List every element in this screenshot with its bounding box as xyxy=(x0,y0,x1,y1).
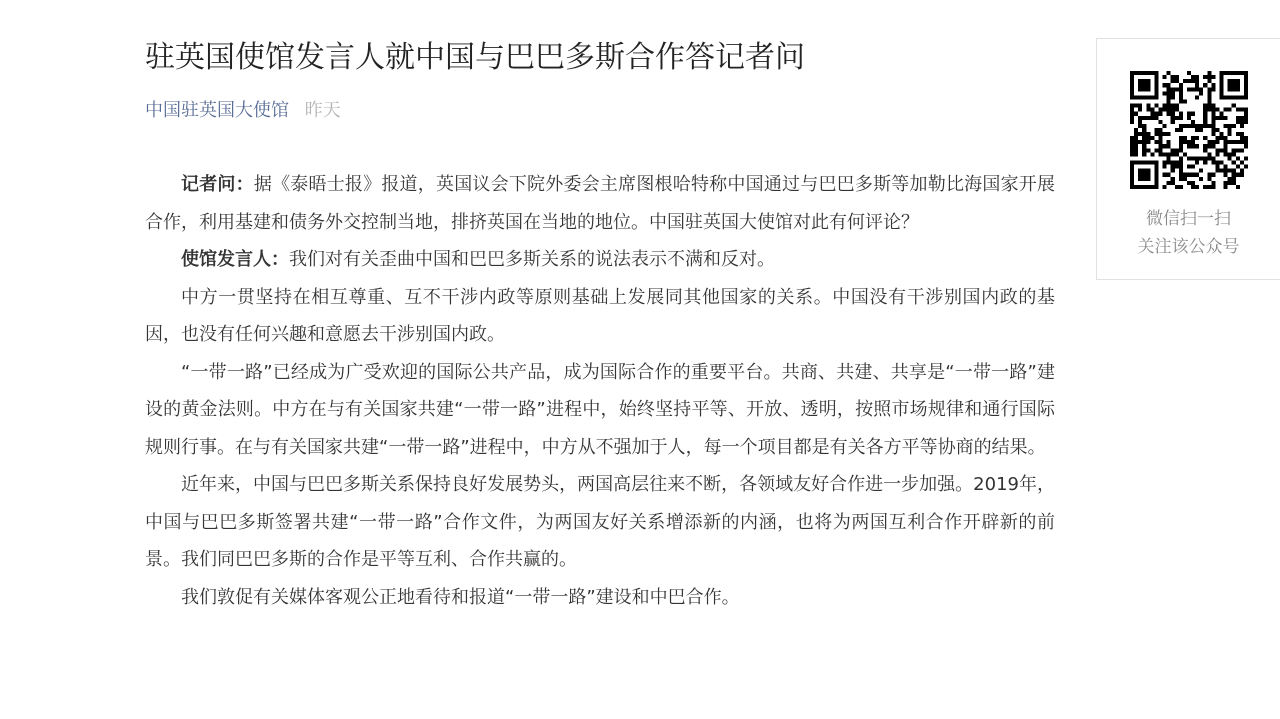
qr-caption-line1: 微信扫一扫 xyxy=(1146,209,1231,229)
paragraph-text: “一带一路”已经成为广受欢迎的国际公共产品，成为国际合作的重要平台。共商、共建、共享是“一带一路”建设的黄金法则。中方在与有关国家共建“一带一路”进程中，始终坚持平等、开放、透明，按照市场规律和通行国际规则行事。在与有关国家共建“一带一路”进程中，中方从不强加于人，每一个项目都是有关各方平等协商的结果。 xyxy=(145,361,1055,458)
speaker-label: 使馆发言人： xyxy=(181,249,289,270)
qr-caption-line2: 关注该公众号 xyxy=(1137,237,1240,257)
publish-time: 昨天 xyxy=(304,100,341,121)
paragraph xyxy=(145,166,1055,241)
paragraph-text: 我们敦促有关媒体客观公正地看待和报道“一带一路”建设和中巴合作。 xyxy=(181,586,740,608)
paragraph-text: 据《泰晤士报》报道，英国议会下院外委会主席图根哈特称中国通过与巴巴多斯等加勒比海国家开展合作，利用基建和债务外交控制当地，排挤英国在当地的地位。中国驻英国大使馆对此有何评论？ xyxy=(145,174,1056,233)
article-content xyxy=(145,166,1055,616)
paragraph-text: 我们对有关歪曲中国和巴巴多斯关系的说法表示不满和反对。 xyxy=(289,249,775,270)
paragraph xyxy=(145,579,1055,617)
article xyxy=(145,34,1055,616)
qr-code-icon[interactable] xyxy=(1130,71,1248,189)
account-name-link[interactable]: 中国驻英国大使馆 xyxy=(145,100,289,121)
paragraph-text: 中方一贯坚持在相互尊重、互不干涉内政等原则基础上发展同其他国家的关系。中国没有干涉别国内政的基因，也没有任何兴趣和意愿去干涉别国内政。 xyxy=(145,286,1055,345)
qr-caption xyxy=(1097,205,1280,261)
qr-code-panel xyxy=(1096,38,1280,280)
paragraph xyxy=(145,466,1055,579)
paragraph xyxy=(145,279,1055,354)
paragraph-text: 近年来，中国与巴巴多斯关系保持良好发展势头，两国高层往来不断，各领域友好合作进一步加强。2019年，中国与巴巴多斯签署共建“一带一路”合作文件，为两国友好关系增添新的内涵，也将为两国互利合作开辟新的前景。我们同巴巴多斯的合作是平等互利、合作共赢的。 xyxy=(145,474,1055,570)
paragraph xyxy=(145,241,1055,279)
article-meta xyxy=(145,97,1055,125)
paragraph xyxy=(145,354,1055,467)
speaker-label: 记者问： xyxy=(181,174,254,195)
article-title: 驻英国使馆发言人就中国与巴巴多斯合作答记者问 xyxy=(145,40,805,75)
